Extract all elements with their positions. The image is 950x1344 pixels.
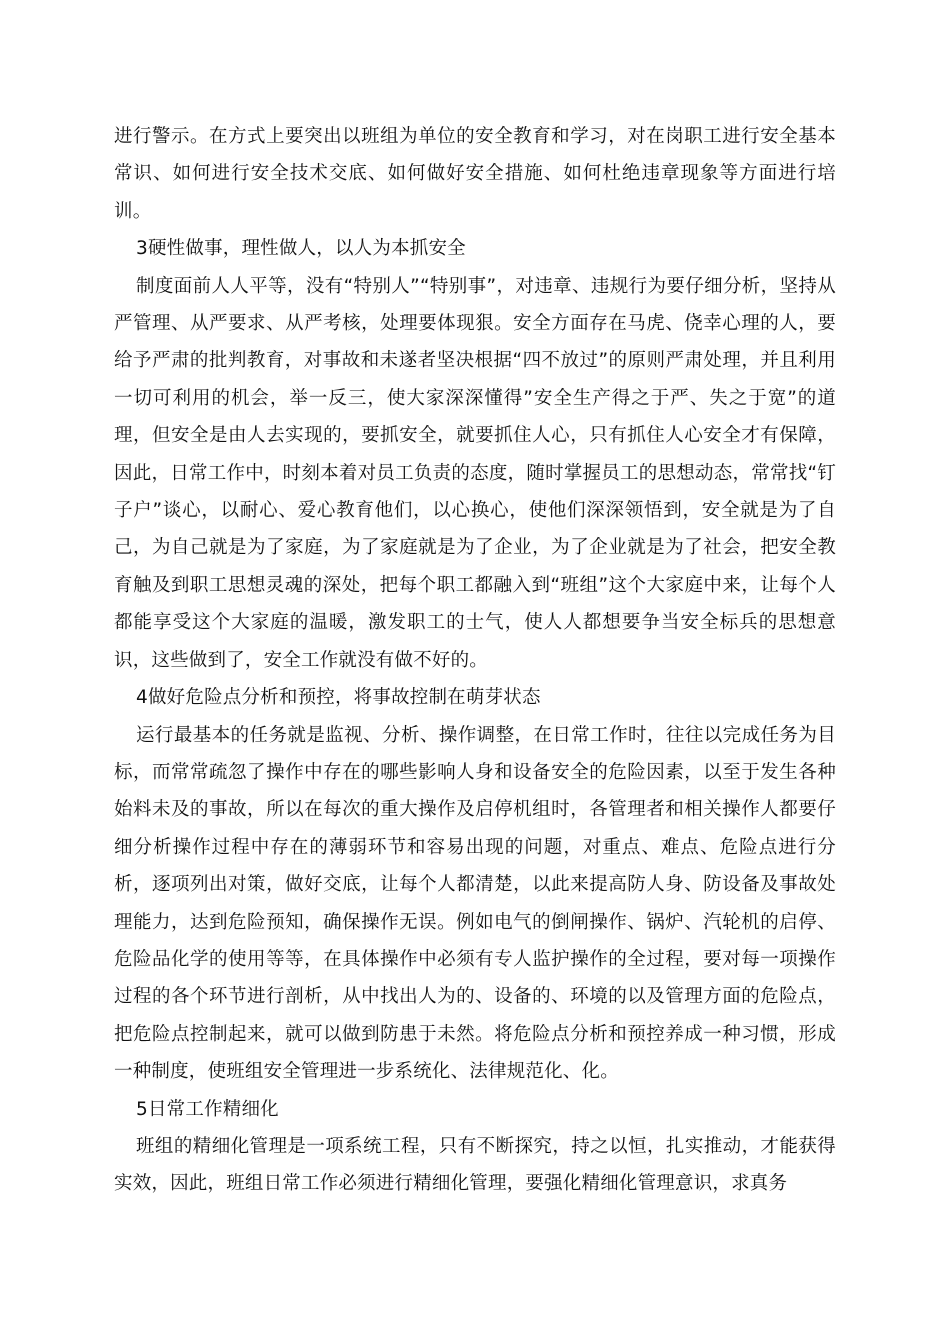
paragraph-section-3: 制度面前人人平等，没有“特别人”“特别事”，对违章、违规行为要仔细分析，坚持从严管理、从严要求、从严考核，处理要体现狠。安全方面存在马虎、侥幸心理的人，要给予严肃的批判教育，对事故和未遂者坚决根据“四不放过”的原则严肃处理，并且利用一切可利用的机会，举一反三，使大家深深懂得”安全生产得之于严、失之于宽”的道理，但安全是由人去实现的，要抓安全，就要抓住人心，只有抓住人心安全才有保障，因此，日常工作中，时刻本着对员工负责的态度，随时掌握员工的思想动态，常常找“钉子户”谈心，以耐心、爱心教育他们，以心换心，使他们深深领悟到，安全就是为了自己，为自己就是为了家庭，为了家庭就是为了企业，为了企业就是为了社会，把安全教育触及到职工思想灵魂的深处，把每个职工都融入到“班组”这个大家庭中来，让每个人都能享受这个大家庭的温暖，激发职工的士气，使人人都想要争当安全标兵的思想意识，这些做到了，安全工作就没有做不好的。 xyxy=(114,275,836,671)
paragraph-intro-continuation: 进行警示。在方式上要突出以班组为单位的安全教育和学习，对在岗职工进行安全基本常识、如何进行安全技术交底、如何做好安全措施、如何杜绝违章现象等方面进行培训。 xyxy=(114,126,836,222)
section-heading-3: 3硬性做事，理性做人，以人为本抓安全 xyxy=(136,238,466,260)
paragraph-section-4: 运行最基本的任务就是监视、分析、操作调整，在日常工作时，往往以完成任务为目标，而常常疏忽了操作中存在的哪些影响人身和设备安全的危险因素，以至于发生各种始料未及的事故，所以在每次的重大操作及启停机组时，各管理者和相关操作人都要仔细分析操作过程中存在的薄弱环节和容易出现的问题，对重点、难点、危险点进行分析，逐项列出对策，做好交底，让每个人都清楚，以此来提高防人身、防设备及事故处理能力，达到危险预知，确保操作无误。例如电气的倒闸操作、锅炉、汽轮机的启停、危险品化学的使用等等，在具体操作中必须有专人监护操作的全过程，要对每一项操作过程的各个环节进行剖析，从中找出人为的、设备的、环境的以及管理方面的危险点，把危险点控制起来，就可以做到防患于未然。将危险点分析和预控养成一种习惯，形成一种制度，使班组安全管理进一步系统化、法律规范化、化。 xyxy=(114,724,836,1083)
document-page xyxy=(114,118,836,1203)
paragraph-section-5: 班组的精细化管理是一项系统工程，只有不断探究，持之以恒，扎实推动，才能获得实效，因此，班组日常工作必须进行精细化管理，要强化精细化管理意识，求真务 xyxy=(114,1135,836,1195)
section-heading-4: 4做好危险点分析和预控，将事故控制在萌芽状态 xyxy=(136,687,541,709)
section-heading-5: 5日常工作精细化 xyxy=(136,1098,279,1120)
